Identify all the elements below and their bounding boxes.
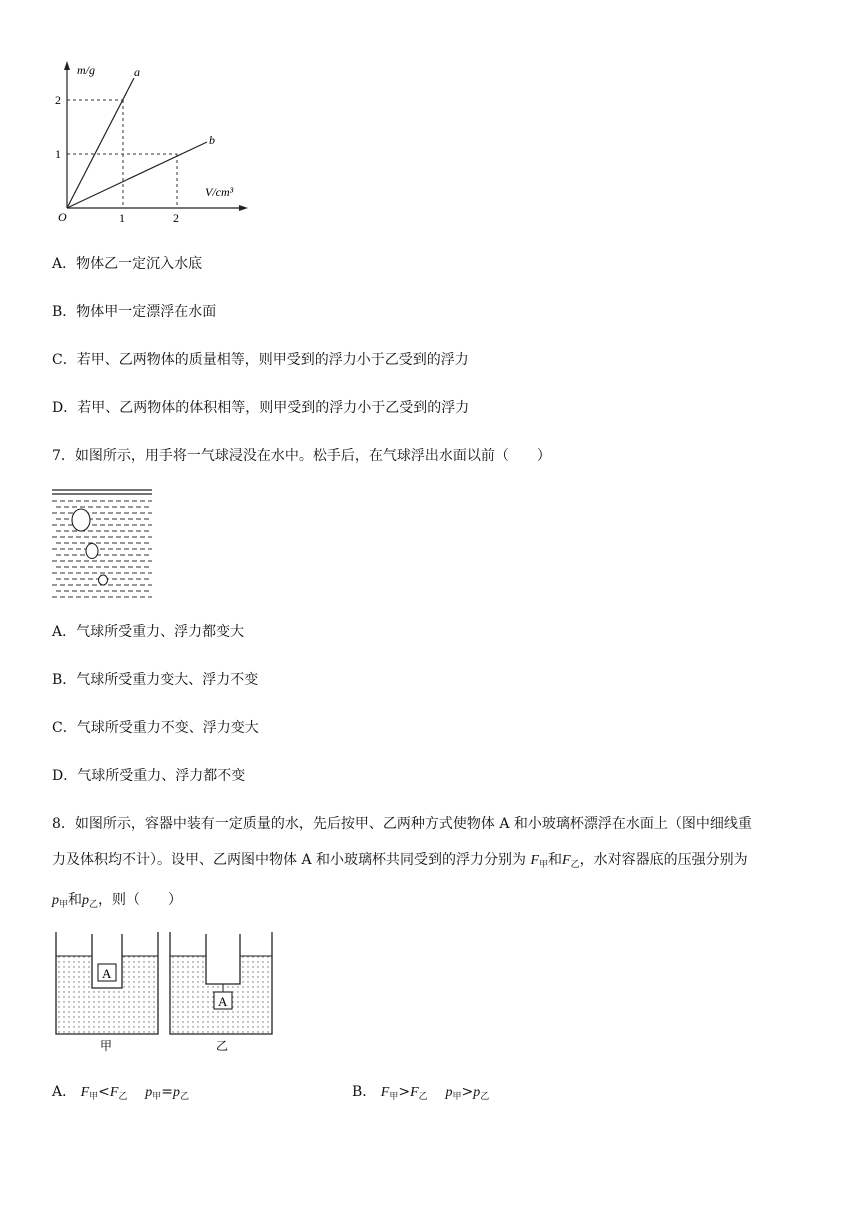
q7-option-c: C．气球所受重力不变、浮力变大 bbox=[52, 720, 259, 736]
pressure-jia: $p_甲$ bbox=[52, 893, 69, 909]
q6-option-d: D．若甲、乙两物体的体积相等，则甲受到的浮力小于乙受到的浮力 bbox=[52, 400, 470, 416]
origin-label: O bbox=[58, 210, 67, 224]
q8-option-a: A． $F_甲<F_乙$ $p_甲=p_乙$ bbox=[52, 1084, 190, 1101]
q6-option-c: C．若甲、乙两物体的质量相等，则甲受到的浮力小于乙受到的浮力 bbox=[52, 352, 469, 368]
line-b bbox=[67, 142, 207, 208]
balloon-small bbox=[99, 575, 108, 585]
q8-stem-line-2: 力及体积均不计）。设甲、乙两图中物体 A 和小玻璃杯共同受到的浮力分别为 $F_甲$和$F_乙$，水对容器底的压强分别为 bbox=[52, 852, 748, 869]
q7-option-d: D．气球所受重力、浮力都不变 bbox=[52, 768, 246, 784]
line-a bbox=[67, 78, 134, 208]
x-tick-2: 2 bbox=[173, 211, 179, 225]
x-axis-label: V/cm³ bbox=[205, 185, 234, 199]
q7-option-a: A．气球所受重力、浮力都变大 bbox=[52, 624, 245, 640]
q7-stem: 7．如图所示，用手将一气球浸没在水中。松手后，在气球浮出水面以前（ ） bbox=[52, 448, 551, 464]
pressure-yi: $p_乙$ bbox=[82, 893, 99, 909]
q6-option-b: B．物体甲一定漂浮在水面 bbox=[52, 304, 217, 320]
container-figure-jia bbox=[52, 930, 164, 1052]
y-tick-1: 1 bbox=[55, 147, 61, 161]
force-jia: $F_甲$ bbox=[530, 853, 549, 869]
force-yi: $F_乙$ bbox=[562, 853, 580, 869]
y-axis-arrow bbox=[64, 61, 70, 70]
figure-label-yi: 乙 bbox=[216, 1039, 229, 1052]
balloon-water-figure bbox=[52, 488, 152, 600]
y-tick-2: 2 bbox=[55, 93, 61, 107]
q8-stem-line-1: 8．如图所示，容器中装有一定质量的水，先后按甲、乙两种方式使物体 A 和小玻璃杯漂浮在水面上（图中细线重 bbox=[52, 816, 752, 832]
balloon-large bbox=[72, 509, 90, 531]
q8-stem-line-3: $p_甲$和$p_乙$，则（ ） bbox=[52, 892, 183, 909]
q8-option-b: B． $F_甲>F_乙$ $p_甲>p_乙$ bbox=[352, 1084, 490, 1101]
balloon-medium bbox=[86, 544, 98, 559]
mass-volume-graph bbox=[55, 58, 255, 226]
y-axis-label: m/g bbox=[77, 63, 95, 77]
figure-label-jia: 甲 bbox=[100, 1039, 113, 1052]
object-a-label: A bbox=[218, 994, 228, 1009]
container-figure-yi bbox=[166, 930, 278, 1052]
q7-option-b: B．气球所受重力变大、浮力不变 bbox=[52, 672, 259, 688]
q6-option-a: A．物体乙一定沉入水底 bbox=[52, 256, 203, 272]
line-a-label: a bbox=[134, 65, 140, 79]
q8-stem bbox=[52, 806, 812, 922]
x-tick-1: 1 bbox=[119, 211, 125, 225]
x-axis-arrow bbox=[239, 205, 248, 211]
object-a-label: A bbox=[102, 966, 112, 981]
line-b-label: b bbox=[209, 133, 215, 147]
